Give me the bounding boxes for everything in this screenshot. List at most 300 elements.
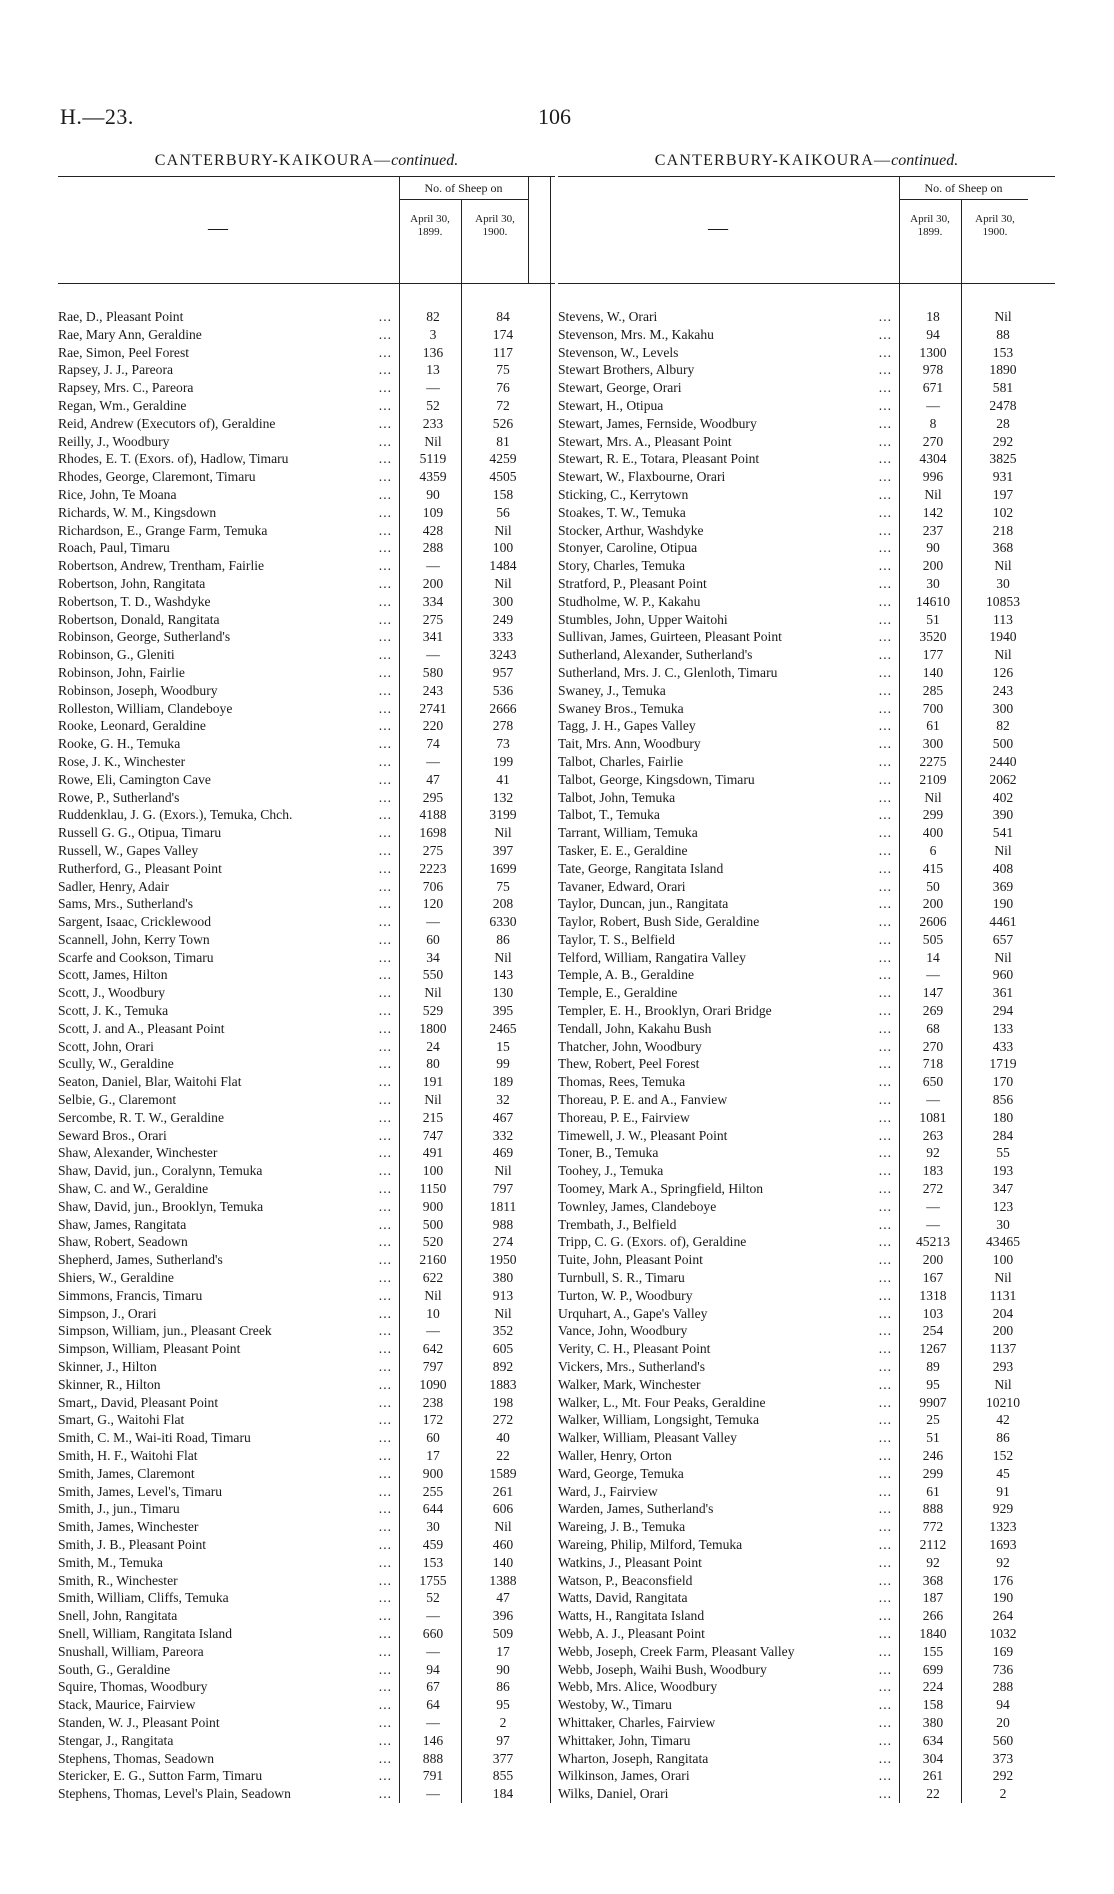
sheep-1900: 40 <box>496 1430 510 1446</box>
owner-name: Webb, Joseph, Waihi Bush, Woodbury ... <box>558 1661 892 1677</box>
sheep-1900: 117 <box>493 344 513 360</box>
sheep-1899: 888 <box>922 1501 944 1517</box>
owner-name: Turton, W. P., Woodbury ... <box>558 1287 892 1303</box>
owner-name: Watts, H., Rangitata Island ... <box>558 1608 892 1624</box>
owner-name: Rutherford, G., Pleasant Point ... <box>58 860 392 876</box>
sheep-1899: 238 <box>422 1394 444 1410</box>
sheep-1900: 42 <box>996 1412 1010 1428</box>
table-row <box>58 326 555 344</box>
sheep-1899: 660 <box>422 1625 444 1641</box>
owner-name: Rooke, Leonard, Geraldine ... <box>58 718 392 734</box>
sheep-1900: 190 <box>992 896 1014 912</box>
sheep-1899: — <box>926 1216 940 1232</box>
sheep-1899: 109 <box>422 504 444 520</box>
table-row <box>58 646 555 664</box>
sheep-1900: 929 <box>992 1501 1014 1517</box>
table-row <box>558 628 1055 646</box>
sheep-1900: 55 <box>996 1145 1010 1161</box>
sheep-1900: 102 <box>992 504 1014 520</box>
sheep-1900: 396 <box>492 1608 514 1624</box>
table-row <box>58 522 555 540</box>
owner-name: Smith, William, Cliffs, Temuka ... <box>58 1590 392 1606</box>
table-row <box>558 1536 1055 1554</box>
sheep-1899: 4359 <box>419 469 447 485</box>
sheep-1900: 208 <box>492 896 514 912</box>
owner-name: Snushall, William, Pareora ... <box>58 1643 392 1659</box>
table-row <box>58 628 555 646</box>
owner-name: Simpson, William, Pleasant Point ... <box>58 1341 392 1357</box>
left-table-body <box>58 284 555 1803</box>
table-row <box>558 415 1055 433</box>
owner-name: Scott, James, Hilton ... <box>58 967 392 983</box>
left-table-title <box>58 152 555 176</box>
sheep-1900: 300 <box>492 593 514 609</box>
table-row <box>558 717 1055 735</box>
sheep-1900: 184 <box>492 1786 514 1802</box>
sheep-1899: 261 <box>922 1768 944 1784</box>
table-row <box>58 1144 555 1162</box>
owner-name: Trembath, J., Belfield ... <box>558 1216 892 1232</box>
table-row <box>558 878 1055 896</box>
table-row <box>558 735 1055 753</box>
table-row <box>558 1554 1055 1572</box>
table-row <box>58 1447 555 1465</box>
sheep-1900: 193 <box>992 1163 1014 1179</box>
table-row <box>58 1269 555 1287</box>
sheep-1899: 158 <box>922 1697 944 1713</box>
sheep-1899: 300 <box>922 736 944 752</box>
sheep-1900: 460 <box>492 1536 514 1552</box>
sheep-1900: 526 <box>492 415 514 431</box>
sheep-1899: 147 <box>922 985 944 1001</box>
table-row <box>558 664 1055 682</box>
sheep-1899: 270 <box>922 1038 944 1054</box>
sheep-1899: 334 <box>422 593 444 609</box>
owner-name: Timewell, J. W., Pleasant Point ... <box>558 1127 892 1143</box>
right-col2-header: April 30, 1900. <box>975 213 1015 238</box>
owner-name: Westoby, W., Timaru ... <box>558 1697 892 1713</box>
sheep-1899: 622 <box>422 1270 444 1286</box>
sheep-1900: 189 <box>492 1074 514 1090</box>
table-row <box>58 1358 555 1376</box>
owner-name: Scully, W., Geraldine ... <box>58 1056 392 1072</box>
sheep-1899: 51 <box>926 611 940 627</box>
sheep-1900: 6330 <box>489 914 517 930</box>
owner-name: Rae, Simon, Peel Forest ... <box>58 344 392 360</box>
sheep-1899: 2112 <box>919 1536 947 1552</box>
owner-name: Sargent, Isaac, Cricklewood ... <box>58 914 392 930</box>
table-row <box>558 1767 1055 1785</box>
sheep-1900: 1137 <box>989 1341 1017 1357</box>
table-row <box>58 1340 555 1358</box>
table-row <box>558 1785 1055 1803</box>
table-row <box>58 1643 555 1661</box>
sheep-1899: 791 <box>422 1768 444 1784</box>
table-row <box>58 789 555 807</box>
table-row <box>58 433 555 451</box>
sheep-1899: — <box>426 380 440 396</box>
sheep-1899: 146 <box>422 1732 444 1748</box>
sheep-1899: 246 <box>922 1448 944 1463</box>
table-row <box>558 700 1055 718</box>
sheep-1900: 4259 <box>489 451 517 467</box>
table-row <box>558 1696 1055 1714</box>
table-row <box>558 1411 1055 1429</box>
sheep-1900: 395 <box>492 1003 514 1019</box>
owner-name: Rae, Mary Ann, Geraldine ... <box>58 326 392 342</box>
sheep-1900: 294 <box>992 1003 1014 1019</box>
left-title-text: CANTERBURY-KAIKOURA— <box>154 152 392 169</box>
sheep-1900: 797 <box>492 1181 514 1197</box>
table-row <box>58 1750 555 1768</box>
owner-name: Swaney, J., Temuka ... <box>558 682 892 698</box>
sheep-1900: 100 <box>492 540 514 556</box>
sheep-1900: 1032 <box>989 1625 1017 1641</box>
sheep-1899: 254 <box>922 1323 944 1339</box>
owner-name: Scott, John, Orari ... <box>58 1038 392 1054</box>
sheep-1899: 136 <box>422 344 444 360</box>
owner-name: Stephens, Thomas, Seadown ... <box>58 1750 392 1766</box>
sheep-1900: 218 <box>992 522 1014 538</box>
document-code: H.—23. <box>60 104 134 129</box>
sheep-1900: 82 <box>996 718 1010 734</box>
owner-name: Smith, R., Winchester ... <box>58 1572 392 1588</box>
sheep-1900: 1811 <box>489 1198 517 1214</box>
sheep-1899: 9907 <box>919 1394 947 1410</box>
table-row <box>58 1162 555 1180</box>
sheep-1899: 341 <box>422 629 444 645</box>
table-row <box>558 361 1055 379</box>
sheep-1899: 14 <box>926 949 940 965</box>
owner-name: Smith, C. M., Wai-iti Road, Timaru ... <box>58 1430 392 1446</box>
sheep-1900: 960 <box>992 967 1014 983</box>
owner-name: Walker, L., Mt. Four Peaks, Geraldine ... <box>558 1394 892 1410</box>
owner-name: Roach, Paul, Timaru ... <box>58 540 392 556</box>
owner-name: Scott, J. K., Temuka ... <box>58 1003 392 1019</box>
sheep-1900: 1693 <box>989 1536 1017 1552</box>
table-row <box>58 1678 555 1696</box>
sheep-1899: 237 <box>922 522 944 538</box>
table-row <box>58 1394 555 1412</box>
sheep-1900: Nil <box>494 575 512 591</box>
left-table-header <box>58 176 555 284</box>
sheep-1900: 97 <box>496 1732 510 1748</box>
owner-name: Standen, W. J., Pleasant Point ... <box>58 1714 392 1730</box>
right-table-header <box>558 176 1055 284</box>
table-row <box>558 522 1055 540</box>
sheep-1900: 509 <box>492 1625 514 1641</box>
table-row <box>58 1073 555 1091</box>
sheep-1900: 264 <box>992 1608 1014 1624</box>
sheep-1900: 47 <box>496 1590 510 1606</box>
table-row <box>58 557 555 575</box>
owner-name: Smith, James, Claremont ... <box>58 1465 392 1481</box>
owner-name: Rice, John, Te Moana ... <box>58 486 392 502</box>
table-row <box>58 1216 555 1234</box>
sheep-1900: 2 <box>499 1714 507 1730</box>
table-row <box>558 1625 1055 1643</box>
sheep-1899: 13 <box>426 362 440 378</box>
sheep-1899: 580 <box>422 664 444 680</box>
sheep-1900: 28 <box>996 415 1010 431</box>
sheep-1900: 856 <box>992 1092 1014 1108</box>
sheep-1900: 152 <box>992 1448 1014 1463</box>
sheep-1899: 772 <box>922 1519 944 1535</box>
sheep-1899: 243 <box>422 682 444 698</box>
sheep-1899: 520 <box>422 1234 444 1250</box>
sheep-1899: 80 <box>426 1056 440 1072</box>
owner-name: Vance, John, Woodbury ... <box>558 1323 892 1339</box>
table-row <box>558 1376 1055 1394</box>
sheep-1899: 25 <box>926 1412 940 1428</box>
sheep-1900: 1890 <box>989 362 1017 378</box>
table-row <box>558 966 1055 984</box>
sheep-1899: Nil <box>924 486 942 502</box>
owner-name: Stewart, James, Fernside, Woodbury ... <box>558 415 892 431</box>
owner-name: Stoakes, T. W., Temuka ... <box>558 504 892 520</box>
owner-name: Rose, J. K., Winchester ... <box>58 753 392 769</box>
sheep-1899: 155 <box>922 1643 944 1659</box>
owner-name: Ward, J., Fairview ... <box>558 1483 892 1499</box>
sheep-1900: Nil <box>494 1519 512 1535</box>
sheep-1900: 361 <box>992 985 1014 1001</box>
table-row <box>558 504 1055 522</box>
sheep-1899: 1150 <box>419 1181 447 1197</box>
table-row <box>558 1661 1055 1679</box>
owner-name: Stonyer, Caroline, Otipua ... <box>558 540 892 556</box>
table-row <box>558 1287 1055 1305</box>
sheep-1899: 642 <box>422 1341 444 1357</box>
sheep-1900: 75 <box>496 878 510 894</box>
sheep-1900: 2478 <box>989 397 1017 413</box>
left-name-col-header: — <box>208 217 228 239</box>
owner-name: Telford, William, Rangatira Valley ... <box>558 949 892 965</box>
owner-name: Thoreau, P. E. and A., Fanview ... <box>558 1092 892 1108</box>
sheep-1899: — <box>426 647 440 663</box>
owner-name: Stevenson, Mrs. M., Kakahu ... <box>558 326 892 342</box>
table-row <box>58 664 555 682</box>
table-row <box>558 593 1055 611</box>
owner-name: Wilks, Daniel, Orari ... <box>558 1786 892 1802</box>
sheep-1899: 1698 <box>419 825 447 841</box>
table-row <box>58 1109 555 1127</box>
sheep-1900: 536 <box>492 682 514 698</box>
sheep-1900: 1950 <box>489 1252 517 1268</box>
sheep-1899: 550 <box>422 967 444 983</box>
table-row <box>558 379 1055 397</box>
sheep-1900: Nil <box>494 949 512 965</box>
sheep-1899: 2109 <box>919 771 947 787</box>
sheep-1899: 263 <box>922 1127 944 1143</box>
sheep-1900: 72 <box>496 397 510 413</box>
owner-name: Tasker, E. E., Geraldine ... <box>558 842 892 858</box>
sheep-1900: 4505 <box>489 469 517 485</box>
table-row <box>58 771 555 789</box>
sheep-1900: 91 <box>996 1483 1010 1499</box>
sheep-1899: 61 <box>926 1483 940 1499</box>
sheep-1900: 1388 <box>489 1572 517 1588</box>
page-number: 106 <box>538 104 571 129</box>
table-row <box>558 1465 1055 1483</box>
right-title-suffix: continued. <box>891 152 959 169</box>
sheep-1900: 123 <box>992 1198 1014 1214</box>
owner-name: Stocker, Arthur, Washdyke ... <box>558 522 892 538</box>
owner-name: Shaw, Robert, Seadown ... <box>58 1234 392 1250</box>
sheep-1900: 957 <box>492 664 514 680</box>
sheep-1899: 233 <box>422 415 444 431</box>
table-row <box>558 1180 1055 1198</box>
sheep-1899: 10 <box>426 1305 440 1321</box>
table-row <box>58 860 555 878</box>
owner-name: Reid, Andrew (Executors of), Geraldine ... <box>58 415 392 431</box>
owner-name: Simmons, Francis, Timaru ... <box>58 1287 392 1303</box>
sheep-1900: 397 <box>492 842 514 858</box>
sheep-1899: — <box>426 558 440 574</box>
owner-name: Wharton, Joseph, Rangitata ... <box>558 1750 892 1766</box>
sheep-1900: 2440 <box>989 753 1017 769</box>
sheep-1900: 560 <box>992 1732 1014 1748</box>
right-name-col-header: — <box>708 217 728 239</box>
sheep-1899: 978 <box>922 362 944 378</box>
table-row <box>558 1055 1055 1073</box>
owner-name: Rowe, P., Sutherland's ... <box>58 789 392 805</box>
sheep-1900: Nil <box>994 309 1012 324</box>
sheep-1899: 64 <box>426 1697 440 1713</box>
sheep-1899: 266 <box>922 1608 944 1624</box>
owner-name: Stumbles, John, Upper Waitohi ... <box>558 611 892 627</box>
table-row <box>58 1429 555 1447</box>
sheep-1899: 400 <box>922 825 944 841</box>
owner-name: Webb, Joseph, Creek Farm, Pleasant Valley ... <box>558 1643 892 1659</box>
sheep-1900: Nil <box>494 825 512 841</box>
owner-name: Whittaker, Charles, Fairview ... <box>558 1714 892 1730</box>
table-row <box>558 895 1055 913</box>
sheep-1899: 699 <box>922 1661 944 1677</box>
owner-name: Stewart, W., Flaxbourne, Orari ... <box>558 469 892 485</box>
sheep-1899: 50 <box>926 878 940 894</box>
sheep-1899: 706 <box>422 878 444 894</box>
table-row <box>58 1376 555 1394</box>
table-row <box>58 611 555 629</box>
table-row <box>558 1073 1055 1091</box>
sheep-1899: 505 <box>922 931 944 947</box>
sheep-1899: 92 <box>926 1145 940 1161</box>
table-row <box>558 1340 1055 1358</box>
table-row <box>558 1002 1055 1020</box>
sheep-1900: 88 <box>996 326 1010 342</box>
owner-name: Tagg, J. H., Gapes Valley ... <box>558 718 892 734</box>
sheep-1899: — <box>426 1608 440 1624</box>
owner-name: Toner, B., Temuka ... <box>558 1145 892 1161</box>
sheep-1899: 14610 <box>916 593 950 609</box>
owner-name: Thew, Robert, Peel Forest ... <box>558 1056 892 1072</box>
table-row <box>558 1572 1055 1590</box>
sheep-1900: 200 <box>992 1323 1014 1339</box>
table-row <box>58 1518 555 1536</box>
table-row <box>58 1091 555 1109</box>
sheep-1900: 284 <box>992 1127 1014 1143</box>
sheep-1899: 275 <box>422 611 444 627</box>
sheep-1900: 199 <box>492 753 514 769</box>
sheep-1900: 95 <box>496 1697 510 1713</box>
sheep-1899: 368 <box>922 1572 944 1588</box>
owner-name: Sutherland, Mrs. J. C., Glenloth, Timaru ... <box>558 664 892 680</box>
table-row <box>558 1483 1055 1501</box>
owner-name: Watson, P., Beaconsfield ... <box>558 1572 892 1588</box>
sheep-1899: 74 <box>426 736 440 752</box>
table-row <box>58 1732 555 1750</box>
owner-name: Taylor, Robert, Bush Side, Geraldine ... <box>558 914 892 930</box>
table-row <box>558 1589 1055 1607</box>
owner-name: Rapsey, Mrs. C., Pareora ... <box>58 380 392 396</box>
sheep-1900: 45 <box>996 1465 1010 1481</box>
sheep-1899: — <box>926 397 940 413</box>
owner-name: Tait, Mrs. Ann, Woodbury ... <box>558 736 892 752</box>
owner-name: Smith, James, Winchester ... <box>58 1519 392 1535</box>
table-row <box>58 1536 555 1554</box>
sheep-1899: 1090 <box>419 1376 447 1392</box>
sheep-1899: 270 <box>922 433 944 449</box>
owner-name: Stewart, R. E., Totara, Pleasant Point ... <box>558 451 892 467</box>
table-row <box>558 1233 1055 1251</box>
owner-name: Rhodes, E. T. (Exors. of), Hadlow, Timaru ... <box>58 451 392 467</box>
sheep-1899: 3 <box>429 326 437 342</box>
sheep-1899: 167 <box>922 1270 944 1286</box>
table-row <box>58 1500 555 1518</box>
sheep-1899: 529 <box>422 1003 444 1019</box>
table-row <box>58 539 555 557</box>
sheep-1900: 469 <box>492 1145 514 1161</box>
owner-name: Smith, J. B., Pleasant Point ... <box>58 1536 392 1552</box>
table-row <box>58 397 555 415</box>
sheep-1899: 100 <box>422 1163 444 1179</box>
owner-name: Skinner, J., Hilton ... <box>58 1359 392 1375</box>
owner-name: Rooke, G. H., Temuka ... <box>58 736 392 752</box>
table-row <box>558 1322 1055 1340</box>
sheep-1900: Nil <box>994 842 1012 858</box>
table-row <box>558 1305 1055 1323</box>
table-row <box>558 1429 1055 1447</box>
table-row <box>558 1269 1055 1287</box>
sheep-1900: 3243 <box>489 647 517 663</box>
sheep-1900: Nil <box>994 949 1012 965</box>
sheep-1900: 433 <box>992 1038 1014 1054</box>
table-row <box>58 1251 555 1269</box>
table-row <box>58 1483 555 1501</box>
owner-name: Stevens, W., Orari ... <box>558 309 892 324</box>
table-row <box>58 1625 555 1643</box>
sheep-1899: 797 <box>422 1359 444 1375</box>
table-row <box>558 1198 1055 1216</box>
sheep-1900: 288 <box>992 1679 1014 1695</box>
sheep-1900: 100 <box>992 1252 1014 1268</box>
sheep-1899: 61 <box>926 718 940 734</box>
sheep-1899: Nil <box>424 1092 442 1108</box>
sheep-1899: 275 <box>422 842 444 858</box>
owner-name: Stephens, Thomas, Level's Plain, Seadown ... <box>58 1786 392 1802</box>
table-row <box>58 468 555 486</box>
table-row <box>558 1162 1055 1180</box>
owner-name: Temple, E., Geraldine ... <box>558 985 892 1001</box>
owner-name: Smith, M., Temuka ... <box>58 1554 392 1570</box>
sheep-1900: 3199 <box>489 807 517 823</box>
sheep-1899: 3520 <box>919 629 947 645</box>
sheep-1899: 51 <box>926 1430 940 1446</box>
owner-name: Stevenson, W., Levels ... <box>558 344 892 360</box>
table-row <box>558 1038 1055 1056</box>
sheep-1899: 4188 <box>419 807 447 823</box>
sheep-1900: 133 <box>992 1020 1014 1036</box>
